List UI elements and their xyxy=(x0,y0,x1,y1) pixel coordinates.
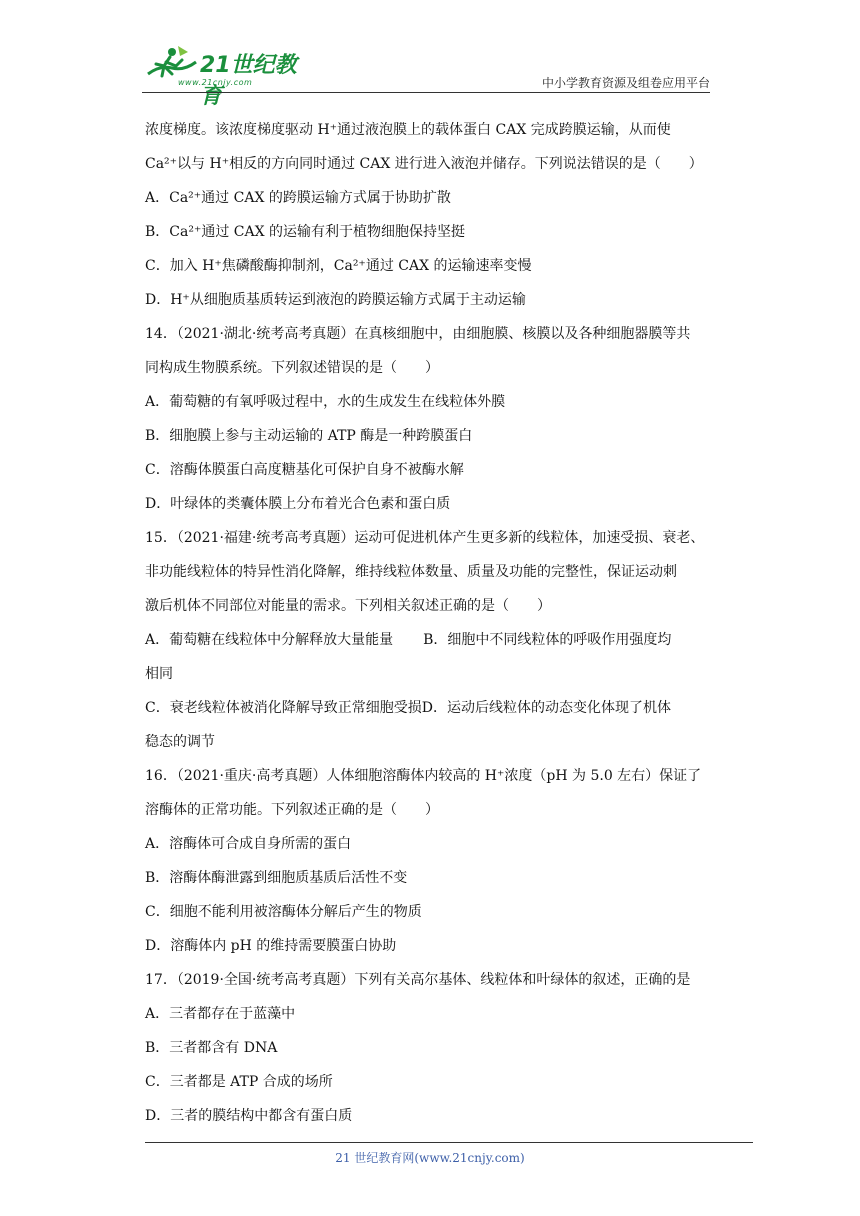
option-b-continued: 相同 xyxy=(145,666,173,682)
option-a: A．Ca²⁺通过 CAX 的跨膜运输方式属于协助扩散 xyxy=(145,190,451,206)
option-b: B．溶酶体酶泄露到细胞质基质后活性不变 xyxy=(145,870,408,886)
question-15-stem: 15．（2021·福建·统考高考真题）运动可促进机体产生更多新的线粒体，加速受损、衰老、 xyxy=(145,530,705,546)
question-13-text: 浓度梯度。该浓度梯度驱动 H⁺通过液泡膜上的载体蛋白 CAX 完成跨膜运输，从而使 xyxy=(145,122,671,138)
logo-text: 21世纪教育 xyxy=(200,53,297,109)
logo-url: www.21cnjy.com xyxy=(178,78,253,87)
question-15-stem: 激后机体不同部位对能量的需求。下列相关叙述正确的是（ ） xyxy=(145,598,551,614)
option-b: B．细胞中不同线粒体的呼吸作用强度均 xyxy=(423,632,672,648)
question-13-text: Ca²⁺以与 H⁺相反的方向同时通过 CAX 进行进入液泡并储存。下列说法错误的是（ ） xyxy=(145,156,703,172)
logo xyxy=(142,44,312,109)
options-ab-row xyxy=(145,623,725,657)
option-c: C．细胞不能利用被溶酶体分解后产生的物质 xyxy=(145,904,422,920)
option-d: D．H⁺从细胞质基质转运到液泡的跨膜运输方式属于主动运输 xyxy=(145,292,526,308)
option-a: A．三者都存在于蓝藻中 xyxy=(145,1006,296,1022)
option-d: D．三者的膜结构中都含有蛋白质 xyxy=(145,1108,353,1124)
option-b: B．三者都含有 DNA xyxy=(145,1040,278,1056)
question-15-stem: 非功能线粒体的特异性消化降解，维持线粒体数量、质量及功能的完整性，保证运动刺 xyxy=(145,564,677,580)
option-a: A．溶酶体可合成自身所需的蛋白 xyxy=(145,836,352,852)
question-16-stem: 溶酶体的正常功能。下列叙述正确的是（ ） xyxy=(145,802,439,818)
platform-title: 中小学教育资源及组卷应用平台 xyxy=(541,76,710,90)
option-d-continued: 稳态的调节 xyxy=(145,734,215,750)
option-c: C．衰老线粒体被消化降解导致正常细胞受损 xyxy=(145,700,422,716)
option-d: D．运动后线粒体的动态变化体现了机体 xyxy=(421,700,671,716)
page-header xyxy=(0,0,860,109)
option-b: B．细胞膜上参与主动运输的 ATP 酶是一种跨膜蛋白 xyxy=(145,428,473,444)
option-c: C．三者都是 ATP 合成的场所 xyxy=(145,1074,333,1090)
option-b: B．Ca²⁺通过 CAX 的运输有利于植物细胞保持坚挺 xyxy=(145,224,466,240)
option-c: C．溶酶体膜蛋白高度糖基化可保护自身不被酶水解 xyxy=(145,462,464,478)
question-16-stem: 16．（2021·重庆·高考真题）人体细胞溶酶体内较高的 H⁺浓度（pH 为 5.0 左右）保证了 xyxy=(145,768,702,784)
options-cd-row xyxy=(145,691,725,725)
footer-divider xyxy=(145,1142,753,1143)
option-d: D．溶酶体内 pH 的维持需要膜蛋白协助 xyxy=(145,938,397,954)
option-a: A．葡萄糖在线粒体中分解释放大量能量 xyxy=(145,632,394,648)
option-c: C．加入 H⁺焦磷酸酶抑制剂，Ca²⁺通过 CAX 的运输速率变慢 xyxy=(145,258,532,274)
question-14-stem: 同构成生物膜系统。下列叙述错误的是（ ） xyxy=(145,360,439,376)
question-14-stem: 14．（2021·湖北·统考高考真题）在真核细胞中，由细胞膜、核膜以及各种细胞器膜等共 xyxy=(145,326,691,342)
question-17-stem: 17．（2019·全国·统考高考真题）下列有关高尔基体、线粒体和叶绿体的叙述，正确的是 xyxy=(145,972,691,988)
header-divider xyxy=(142,92,710,93)
footer-text: 21 世纪教育网(www.21cnjy.com) xyxy=(335,1151,525,1165)
option-d: D．叶绿体的类囊体膜上分布着光合色素和蛋白质 xyxy=(145,496,451,512)
option-a: A．葡萄糖的有氧呼吸过程中，水的生成发生在线粒体外膜 xyxy=(145,394,506,410)
question-content xyxy=(145,113,725,1133)
